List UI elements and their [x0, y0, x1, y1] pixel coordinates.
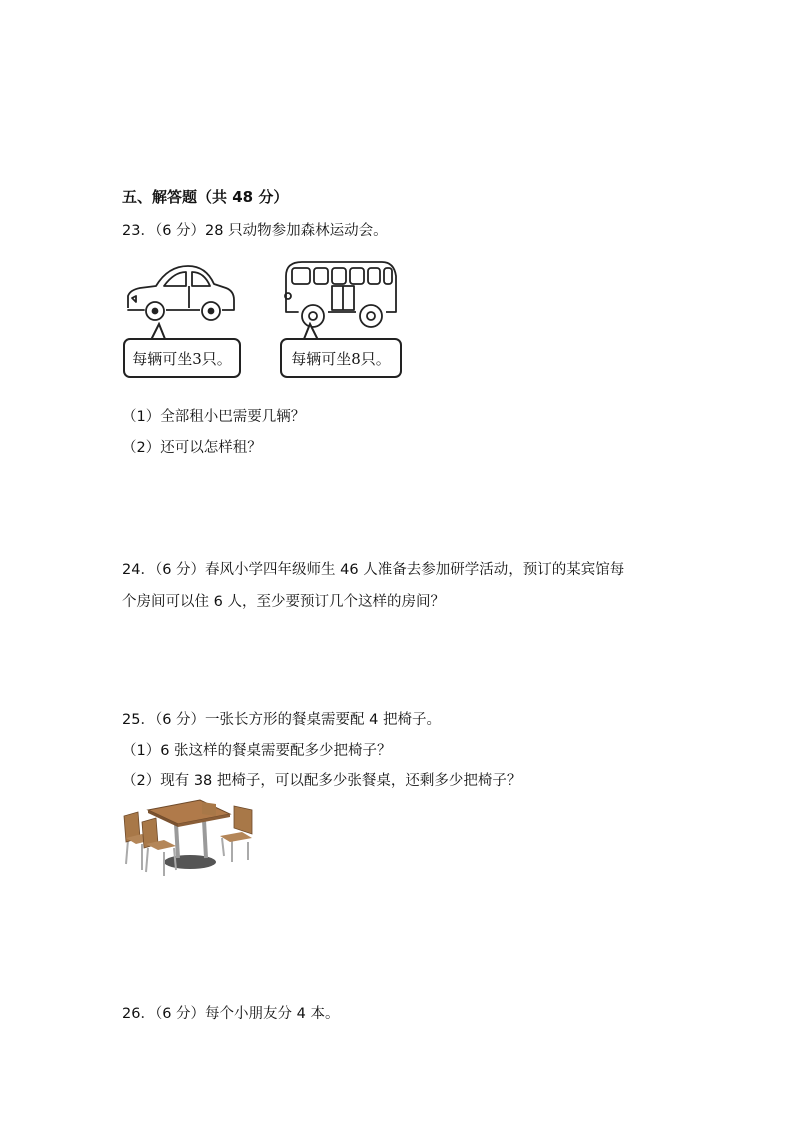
q23-sub2: （2）还可以怎样租？: [122, 440, 262, 456]
car-illustration: [122, 258, 242, 328]
q25-sub2: （2）现有 38 把椅子，可以配多少张餐桌，还剩多少把椅子？: [122, 773, 522, 789]
q23-sub1: （1）全部租小巴需要几辆？: [122, 409, 306, 425]
q23-stem: 23．（6 分）28 只动物参加森林运动会。: [122, 223, 388, 239]
q24-line1: 24．（6 分）春风小学四年级师生 46 人准备去参加研学活动，预订的某宾馆每: [122, 562, 625, 578]
section-title: 五、解答题（共 48 分）: [122, 188, 289, 206]
car-capacity-bubble: [123, 338, 241, 378]
bus-capacity-text: 每辆可坐8只。: [291, 349, 391, 368]
bus-illustration: [276, 256, 402, 332]
q25-sub1: （1）6 张这样的餐桌需要配多少把椅子？: [122, 743, 392, 759]
bus-capacity-bubble: [280, 338, 402, 378]
table-chairs-image: [118, 796, 260, 876]
car-capacity-text: 每辆可坐3只。: [132, 349, 232, 368]
q24-line2: 个房间可以住 6 人，至少要预订几个这样的房间？: [122, 594, 445, 610]
q25-stem: 25．（6 分）一张长方形的餐桌需要配 4 把椅子。: [122, 712, 441, 728]
q26-stem: 26．（6 分）每个小朋友分 4 本。: [122, 1006, 340, 1022]
